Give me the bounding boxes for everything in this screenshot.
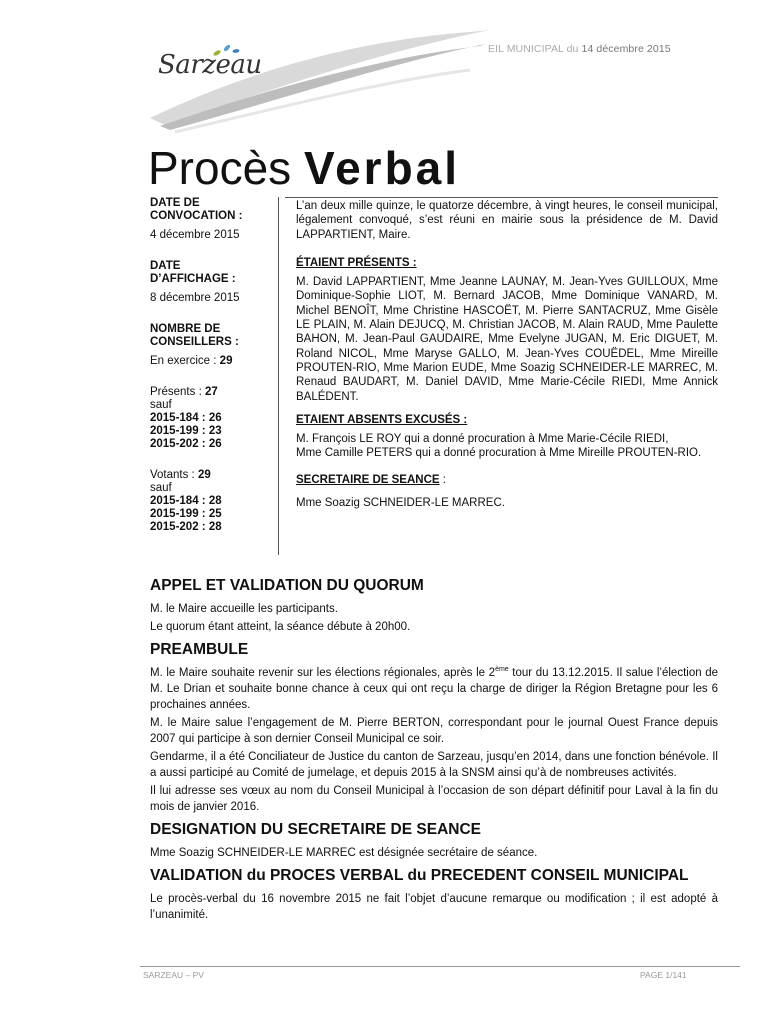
presents-line <box>150 386 278 399</box>
sidebar-divider <box>278 197 279 555</box>
conseillers-label-1: NOMBRE DE <box>150 323 221 335</box>
sarzeau-logo: Sarzeau <box>158 50 262 80</box>
votants-detail: 2015-199 : 25 <box>150 508 222 520</box>
conseillers-label-2: CONSEILLERS : <box>150 336 239 348</box>
page-value: 1/141 <box>665 970 687 980</box>
header-lead: EIL MUNICIPAL du <box>488 43 582 55</box>
quorum-paragraph: M. le Maire accueille les participants. <box>150 603 338 615</box>
footer-left: SARZEAU – PV <box>143 970 204 980</box>
presents-detail: 2015-184 : 26 <box>150 412 222 424</box>
presents-list: M. David LAPPARTIENT, Mme Jeanne LAUNAY, M. Jean-Yves GUILLOUX, Mme Dominique-Sophie LIOT, M. Bernard JACOB, Mme Dominique VANARD, M. Michel BENOÎT, Mme Christine HASCOËT, M. Pierre SANTACRUZ, Mme Gisèle LE PLAIN, M. Alain DEJUCQ, M. Christian JACOB, M. Alain RAUD, Mme Paulette BAHON, M. Jean-Paul GAUDAIRE, Mme Evelyne JUGAN, M. Eric DIGUET, M. Roland NICOL, Mme Maryse GALLO, M. Jean-Yves COUËDEL, Mme Mireille PROUTEN-RIO, Mme Marion EUDE, Mme Soazig SCHNEIDER-LE MARREC, M. Renaud BAUDART, M. Daniel DAVID, Mme Marie-Cécile RIEDI, Mme Annick BALÉDENT. <box>296 276 718 403</box>
votants-detail: 2015-202 : 28 <box>150 521 222 533</box>
votants-line <box>150 469 278 482</box>
attendance-section <box>296 199 718 510</box>
votants-label: Votants : <box>150 469 198 481</box>
presents-value: 27 <box>204 386 218 398</box>
section-title-secretaire: DESIGNATION DU SECRETAIRE DE SEANCE <box>150 821 481 838</box>
exercice-value: 29 <box>219 355 233 367</box>
preambule-text-a: M. le Maire souhaite revenir sur les élections régionales, après le 2 <box>150 667 496 679</box>
preambule-sup: ème <box>495 666 509 674</box>
footer-page-number <box>640 970 687 980</box>
validation-paragraph: Le procès-verbal du 16 novembre 2015 ne fait l’objet d’aucune remarque ou modification ; il est adopté à l’unanimité. <box>150 893 718 921</box>
secretaire-heading: SECRETAIRE DE SEANCE <box>296 473 440 486</box>
secretaire-line <box>296 473 718 487</box>
section-title-validation: VALIDATION du PROCES VERBAL du PRECEDENT CONSEIL MUNICIPAL <box>150 867 689 884</box>
page-prefix: PAGE <box>640 970 666 980</box>
preambule-paragraph: Gendarme, il a été Conciliateur de Justice du canton de Sarzeau, jusqu’en 2014, dans une fonction bénévole. Il a aussi participé au Comité de jumelage, et depuis 2015 à la SNSM ainsi qu’à de nombreuses activités. <box>150 751 718 779</box>
header-swoosh <box>0 0 770 150</box>
header-meeting-title <box>488 43 671 55</box>
page-title <box>148 140 460 196</box>
affichage-value: 8 décembre 2015 <box>150 292 240 304</box>
votants-sauf: sauf <box>150 482 172 494</box>
preambule-paragraph: M. le Maire salue l’engagement de M. Pierre BERTON, correspondant pour le journal Ouest France depuis 2007 qui participe à son dernier Conseil Municipal ce soir. <box>150 717 718 745</box>
presents-detail: 2015-202 : 26 <box>150 438 222 450</box>
title-light: Procès <box>148 142 304 194</box>
absent-entry: M. François LE ROY qui a donné procuration à Mme Marie-Cécile RIEDI, <box>296 433 669 446</box>
votants-detail: 2015-184 : 28 <box>150 495 222 507</box>
sidebar-meta <box>150 197 278 548</box>
exercice-line <box>150 355 278 368</box>
preambule-paragraph <box>150 665 718 713</box>
preambule-paragraph: Il lui adresse ses vœux au nom du Conseil Municipal à l’occasion de son départ définitif pour Laval à la fin du mois de janvier 2016. <box>150 785 718 813</box>
presents-detail: 2015-199 : 23 <box>150 425 222 437</box>
presents-sauf: sauf <box>150 399 172 411</box>
exercice-label: En exercice : <box>150 355 220 367</box>
secretaire-name: Mme Soazig SCHNEIDER-LE MARREC. <box>296 497 505 510</box>
presents-label: Présents : <box>150 386 205 398</box>
top-rule <box>285 197 718 198</box>
absent-entry: Mme Camille PETERS qui a donné procuration à Mme Mireille PROUTEN-RIO. <box>296 447 702 460</box>
presents-heading: ÉTAIENT PRÉSENTS : <box>296 256 417 269</box>
secretaire-colon: : <box>439 473 446 486</box>
affichage-label-1: DATE <box>150 260 181 272</box>
preambule-text-b: tour du 13.12.2015. Il salue l’élection de M. Le Drian et souhaite bonne chance à ceux qui ont reçu la charge de diriger la Région Bretagne pour les 6 prochaines années. <box>150 667 718 711</box>
secretaire-paragraph: Mme Soazig SCHNEIDER-LE MARREC est désignée secrétaire de séance. <box>150 847 538 859</box>
main-content <box>150 575 718 925</box>
affichage-label-2: D’AFFICHAGE : <box>150 273 236 285</box>
votants-value: 29 <box>197 469 211 481</box>
convocation-label-1: DATE DE <box>150 197 200 209</box>
section-title-quorum: APPEL ET VALIDATION DU QUORUM <box>150 577 424 594</box>
convocation-label-2: CONVOCATION : <box>150 210 243 222</box>
footer-rule <box>140 966 740 967</box>
absents-heading: ETAIENT ABSENTS EXCUSÉS : <box>296 413 468 426</box>
section-title-preambule: PREAMBULE <box>150 641 249 658</box>
title-bold: Verbal <box>303 142 461 194</box>
quorum-paragraph: Le quorum étant atteint, la séance débute à 20h00. <box>150 621 411 633</box>
intro-paragraph: L’an deux mille quinze, le quatorze décembre, à vingt heures, le conseil municipal, légalement convoqué, s’est réuni en mairie sous la présidence de M. David LAPPARTIENT, Maire. <box>296 200 718 241</box>
header-date: 14 décembre 2015 <box>581 43 671 55</box>
convocation-value: 4 décembre 2015 <box>150 229 240 241</box>
